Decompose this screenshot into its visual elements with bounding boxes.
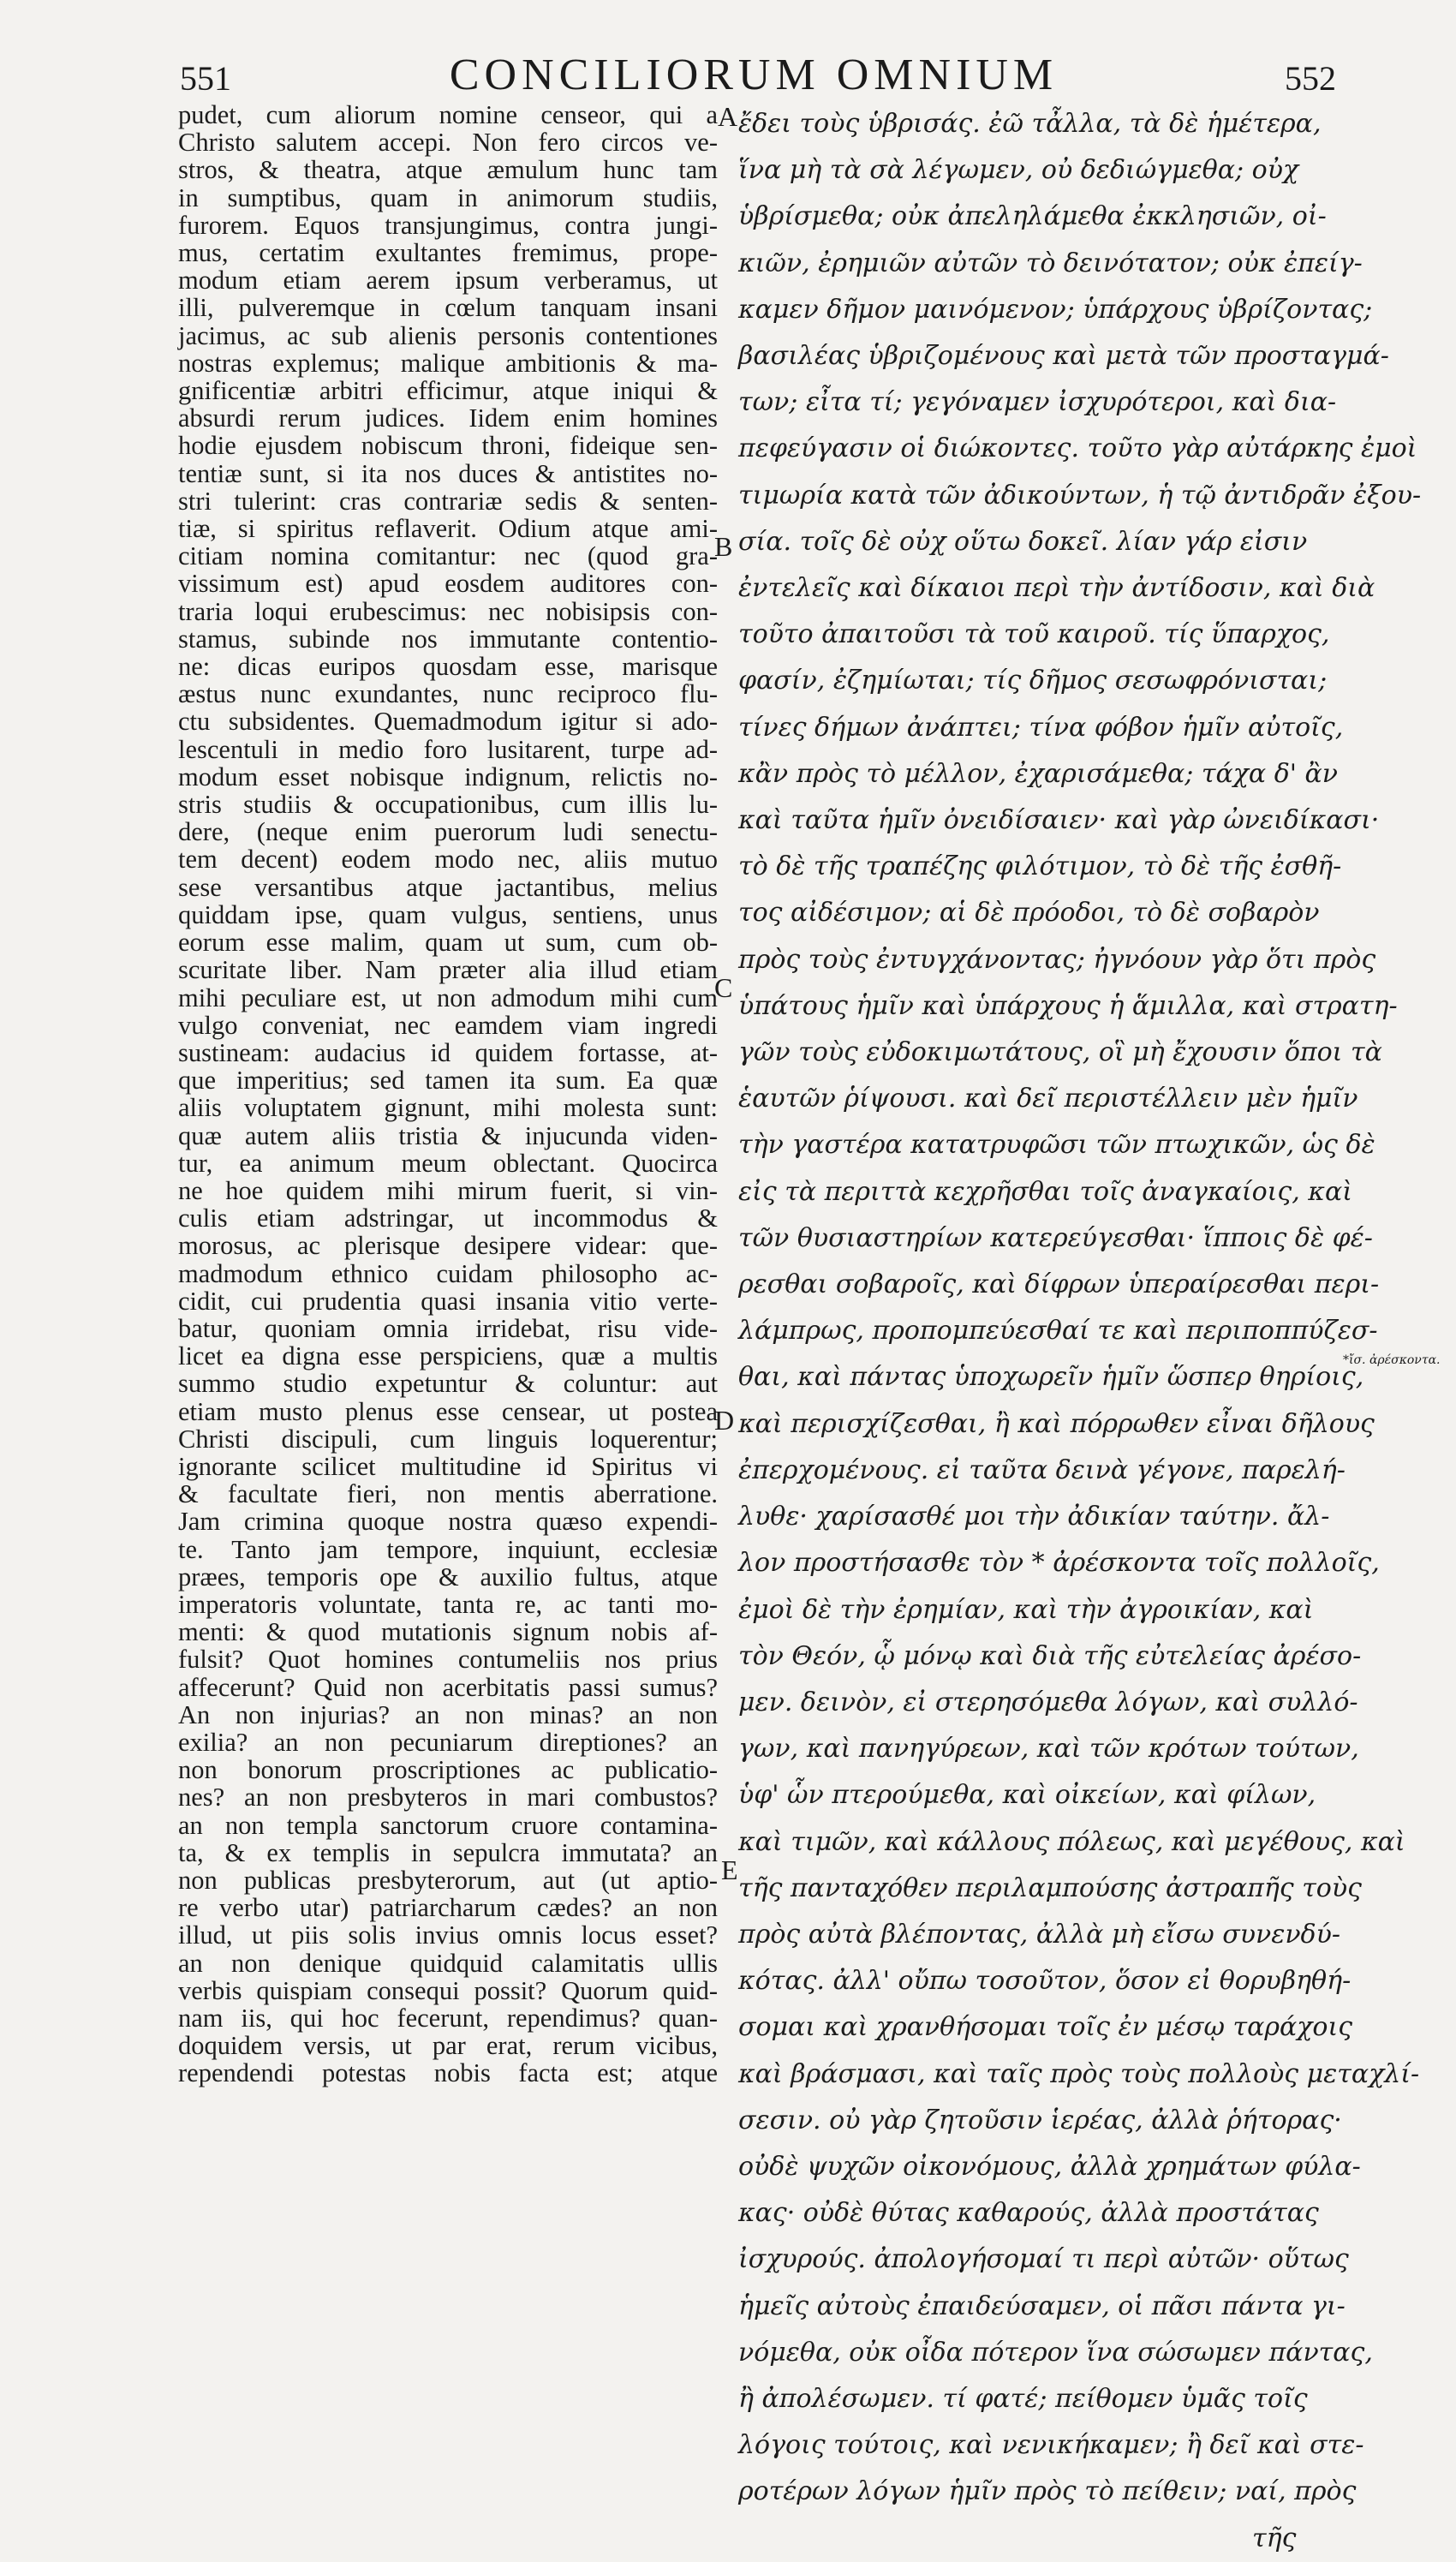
- section-marker-e: E: [721, 1854, 738, 1885]
- text-line: πρὸς αὐτὰ βλέποντας, ἀλλὰ μὴ εἴσω συνενδύ-: [738, 1919, 1340, 1950]
- text-line: stamus, subinde nos immutante contentio-: [178, 624, 718, 654]
- text-line: μεν. δεινὸν, εἰ στερησόμεθα λόγων, καὶ συλλό-: [738, 1687, 1358, 1717]
- text-line: culis etiam adstringar, ut incommodus &: [178, 1203, 718, 1233]
- text-line: illud, ut piis solis invius omnis locus esset?: [178, 1920, 718, 1950]
- text-line: καὶ περισχίζεσθαι, ἢ καὶ πόρρωθεν εἶναι δῆλους: [738, 1408, 1375, 1439]
- text-line: menti: & quod mutationis signum nobis af-: [178, 1617, 718, 1647]
- text-line: scuritate liber. Nam præter alia illud etiam: [178, 955, 718, 985]
- text-line: vulgo conveniat, nec eamdem viam ingredi: [178, 1010, 718, 1040]
- text-line: tiæ, si spiritus reflaverit. Odium atque ami-: [178, 514, 718, 544]
- text-line: gnificentiæ arbitri efficimur, atque iniqui &: [178, 376, 718, 406]
- text-line: νόμεθα, οὐκ οἶδα πότερον ἵνα σώσωμεν πάντας,: [738, 2337, 1373, 2368]
- text-line: ἐμοὶ δὲ τὴν ἐρημίαν, καὶ τὴν ἀγροικίαν, καὶ: [738, 1594, 1314, 1625]
- text-line: κότας. ἀλλ' οὔπω τοσοῦτον, ὅσον εἰ θορυβηθή-: [738, 1966, 1352, 1997]
- text-line: que imperitius; sed tamen ita sum. Ea quæ: [178, 1066, 718, 1096]
- page-header: [171, 50, 1336, 101]
- section-marker-d: D: [714, 1405, 735, 1436]
- text-line: ρεσθαι σοβαροῖς, καὶ δίφρων ὑπεραίρεσθαι περι-: [738, 1269, 1380, 1300]
- text-line: sese versantibus atque jactantibus, melius: [178, 872, 718, 902]
- text-line: τὴν γαστέρα κατατρυφῶσι τῶν πτωχικῶν, ὡς δὲ: [738, 1130, 1375, 1161]
- text-line: hodie ejusdem nobiscum throni, fideique sen-: [178, 431, 718, 461]
- text-line: φασίν, ἐζημίωται; τίς δῆμος σεσωφρόνισται;: [738, 666, 1328, 696]
- text-line: & facultate fieri, non mentis aberratione.: [178, 1479, 718, 1509]
- text-line: rependendi potestas nobis facta est; atque: [178, 2058, 718, 2088]
- text-line: An non injurias? an non minas? an non: [178, 1699, 718, 1729]
- text-line: furorem. Equos transjungimus, contra jungi-: [178, 210, 718, 240]
- text-line: τῶν θυσιαστηρίων κατερεύγεσθαι· ἵπποις δὲ φέ-: [738, 1222, 1373, 1253]
- text-line: tentiæ sunt, si ita nos duces & antistites no-: [178, 458, 718, 488]
- text-line: citiam nomina comitantur: nec (quod gra-: [178, 541, 718, 571]
- text-line: ignorante scilicet multitudine id Spiritus vi: [178, 1451, 718, 1481]
- left-page-number: 551: [180, 59, 231, 98]
- text-line: jacimus, ac sub alienis personis contentiones: [178, 320, 718, 350]
- text-line: cidit, cui prudentia quasi insania vitio verte-: [178, 1286, 718, 1316]
- text-line: stri tulerint: cras contrariæ sedis & senten-: [178, 486, 718, 516]
- text-line: madmodum ethnico cuidam philosopho ac-: [178, 1258, 718, 1288]
- text-line: stros, & theatra, atque æmulum hunc tam: [178, 155, 718, 185]
- text-line: vissimum est) apud eosdem auditores con-: [178, 569, 718, 599]
- text-line: Christo salutem accepi. Non fero circos ve-: [178, 128, 718, 158]
- text-line: ὑπάτους ἡμῖν καὶ ὑπάρχους ἡ ἅμιλλα, καὶ στρατη-: [738, 990, 1398, 1021]
- text-line: nostras explemus; malique ambitionis & ma-: [178, 348, 718, 378]
- text-line: etiam musto plenus esse censear, ut postea: [178, 1396, 718, 1426]
- text-line: stris studiis & occupationibus, cum illis lu-: [178, 790, 718, 820]
- text-line: mihi peculiare est, ut non admodum mihi cum: [178, 982, 718, 1012]
- text-line: traria loqui erubescimus: nec nobisipsis con-: [178, 596, 718, 626]
- text-line: καμεν δῆμον μαινόμενον; ὑπάρχους ὑβρίζοντας;: [738, 294, 1373, 325]
- text-line: σομαι καὶ χρανθήσομαι τοῖς ἐν μέσῳ ταράχοις: [738, 2012, 1353, 2043]
- text-line: ὑφ' ὧν πτερούμεθα, καὶ οἰκείων, καὶ φίλων,: [738, 1780, 1316, 1811]
- running-title: CONCILIORUM OMNIUM: [449, 51, 1059, 99]
- text-line: καὶ βράσμασι, καὶ ταῖς πρὸς τοὺς πολλοὺς μεταχλί-: [738, 2058, 1420, 2089]
- text-line: mus, certatim exultantes fremimus, prope-: [178, 238, 718, 268]
- text-line: verbis quispiam consequi possit? Quorum quid-: [178, 1975, 718, 2005]
- text-line: nam iis, qui hoc fecerunt, rependimus? quan-: [178, 2004, 718, 2033]
- text-line: ta, & ex templis in sepulcra immutata? an: [178, 1837, 718, 1867]
- text-line: τῆς: [1252, 2523, 1297, 2553]
- text-line: nes? an non presbyteros in mari combustos?: [178, 1783, 718, 1813]
- text-line: ἢ ἀπολέσωμεν. τί φατέ; πείθομεν ὑμᾶς τοῖς: [738, 2383, 1308, 2414]
- text-line: τίνες δήμων ἀνάπτει; τίνα φόβον ἡμῖν αὐτοῖς,: [738, 712, 1344, 743]
- section-marker-a: A: [718, 101, 738, 132]
- text-line: re verbo utar) patriarcharum cædes? an non: [178, 1893, 718, 1923]
- text-line: ἐπερχομένους. εἰ ταῦτα δεινὰ γέγονε, παρελή-: [738, 1454, 1346, 1485]
- text-line: imperatoris voluntate, tanta re, ac tanti mo-: [178, 1589, 718, 1619]
- text-line: præes, temporis ope & auxilio fultus, atque: [178, 1562, 718, 1592]
- text-line: ροτέρων λόγων ἡμῖν πρὸς τὸ πείθειν; ναί, πρὸς: [738, 2476, 1357, 2507]
- text-line: πεφεύγασιν οἱ διώκοντες. τοῦτο γὰρ αὐτάρκης ἐμοὶ: [738, 433, 1417, 464]
- text-line: in sumptibus, quam in animorum studiis,: [178, 182, 718, 212]
- text-line: θαι, καὶ πάντας ὑποχωρεῖν ἡμῖν ὥσπερ θηρίοις,: [738, 1362, 1364, 1393]
- text-line: te. Tanto jam tempore, inquiunt, ecclesiæ: [178, 1534, 718, 1564]
- latin-column: [178, 101, 718, 2345]
- text-line: ne: dicas euripos quosdam esse, marisque: [178, 652, 718, 682]
- text-line: γῶν τοὺς εὐδοκιμωτάτους, οἳ μὴ ἔχουσιν ὅποι τὰ: [738, 1037, 1382, 1068]
- text-line: καὶ ταῦτα ἡμῖν ὀνειδίσαιεν· καὶ γὰρ ὠνειδίκασι·: [738, 805, 1380, 836]
- text-line: κἂν πρὸς τὸ μέλλον, ἐχαρισάμεθα; τάχα δ' ἂν: [738, 758, 1339, 789]
- text-line: εἰς τὰ περιττὰ κεχρῆσθαι τοῖς ἀναγκαίοις, καὶ: [738, 1176, 1352, 1207]
- text-line: ἵνα μὴ τὰ σὰ λέγωμεν, οὐ δεδιώγμεθα; οὐχ: [738, 155, 1299, 186]
- text-line: pudet, cum aliorum nomine censeor, qui a: [178, 100, 718, 129]
- text-line: sustineam: audacius id quidem fortasse, at-: [178, 1037, 718, 1067]
- text-line: morosus, ac plerisque desipere videar: que-: [178, 1231, 718, 1261]
- text-line: licet ea digna esse perspiciens, quæ a multis: [178, 1341, 718, 1371]
- text-line: κας· οὐδὲ θύτας καθαρούς, ἀλλὰ προστάτας: [738, 2198, 1319, 2229]
- text-line: an non denique quidquid calamitatis ullis: [178, 1948, 718, 1978]
- text-line: non bonorum proscriptiones ac publicatio-: [178, 1755, 718, 1785]
- text-line: λάμπρως, προπομπεύεσθαί τε καὶ περιποππύζεσ-: [738, 1316, 1378, 1347]
- text-line: ne hoe quidem mihi mirum fuerit, si vin-: [178, 1175, 718, 1205]
- text-line: Jam crimina quoque nostra quæso expendi-: [178, 1507, 718, 1537]
- text-line: fulsit? Quot homines contumeliis nos prius: [178, 1645, 718, 1675]
- text-line: ὑβρίσμεθα; οὐκ ἀπεληλάμεθα ἐκκλησιῶν, οἰ-: [738, 201, 1327, 232]
- text-line: τὸν Θεόν, ᾧ μόνῳ καὶ διὰ τῆς εὐτελείας ἀρέσο-: [738, 1640, 1362, 1671]
- text-line: πρὸς τοὺς ἐντυγχάνοντας; ἠγνόουν γὰρ ὅτι πρὸς: [738, 944, 1376, 975]
- margin-note: *ἴσ. ἀρέσκοντα.: [1343, 1353, 1441, 1367]
- text-line: quiddam ipse, quam vulgus, sentiens, unus: [178, 899, 718, 929]
- text-line: σία. τοῖς δὲ οὐχ οὕτω δοκεῖ. λίαν γάρ εἰσιν: [738, 526, 1308, 557]
- text-line: Christi discipuli, cum linguis loquerentur;: [178, 1424, 718, 1454]
- text-line: οὐδὲ ψυχῶν οἰκονόμους, ἀλλὰ χρημάτων φύλα-: [738, 2151, 1361, 2182]
- text-line: eorum esse malim, quam ut sum, cum ob-: [178, 928, 718, 958]
- text-line: τοῦτο ἀπαιτοῦσι τὰ τοῦ καιροῦ. τίς ὕπαρχος,: [738, 619, 1330, 650]
- text-line: σεσιν. οὐ γὰρ ζητοῦσιν ἱερέας, ἀλλὰ ῥήτορας·: [738, 2105, 1342, 2135]
- text-line: καὶ τιμῶν, καὶ κάλλους πόλεως, καὶ μεγέθους, καὶ: [738, 1826, 1405, 1857]
- text-line: ἰσχυρούς. ἀπολογήσομαί τι περὶ αὐτῶν· οὕτως: [738, 2244, 1349, 2275]
- text-line: γων, καὶ πανηγύρεων, καὶ τῶν κρότων τούτων,: [738, 1734, 1359, 1765]
- text-line: æstus nunc exundantes, nunc reciproco flu-: [178, 679, 718, 709]
- text-line: doquidem versis, ut par erat, rerum vicibus,: [178, 2031, 718, 2061]
- text-line: ctu subsidentes. Quemadmodum igitur si ado-: [178, 707, 718, 737]
- text-line: ἑαυτῶν ῥίψουσι. καὶ δεῖ περιστέλλειν μὲν ἡμῖν: [738, 1084, 1358, 1114]
- text-line: τος αἰδέσιμον; αἱ δὲ πρόοδοι, τὸ δὲ σοβαρὸν: [738, 898, 1320, 929]
- text-line: dere, (neque enim puerorum ludi senectu-: [178, 817, 718, 847]
- text-line: non publicas presbyterorum, aut (ut aptio-: [178, 1866, 718, 1895]
- text-line: illi, pulveremque in cœlum tanquam insani: [178, 293, 718, 323]
- text-line: ἡμεῖς αὐτοὺς ἐπαιδεύσαμεν, οἱ πᾶσι πάντα γι-: [738, 2290, 1346, 2321]
- text-line: absurdi rerum judices. Iidem enim homines: [178, 403, 718, 433]
- text-line: κιῶν, ἐρημιῶν αὐτῶν τὸ δεινότατον; οὐκ ἐπείγ-: [738, 248, 1363, 278]
- text-line: ἐντελεῖς καὶ δίκαιοι περὶ τὴν ἀντίδοσιν, καὶ διὰ: [738, 573, 1375, 604]
- text-line: exilia? an non pecuniarum direptiones? an: [178, 1727, 718, 1757]
- text-line: summo studio expetuntur & coluntur: aut: [178, 1369, 718, 1399]
- text-line: τὸ δὲ τῆς τραπέζης φιλότιμον, τὸ δὲ τῆς ἐσθῆ-: [738, 851, 1342, 882]
- text-line: modum esset nobisque indignum, relictis no-: [178, 761, 718, 791]
- text-line: λυθε· χαρίσασθέ μοι τὴν ἀδικίαν ταύτην. ἄλ-: [738, 1502, 1330, 1532]
- text-line: λόγοις τούτοις, καὶ νενικήκαμεν; ἢ δεῖ καὶ στε-: [738, 2430, 1364, 2461]
- text-line: τῆς πανταχόθεν περιλαμπούσης ἀστραπῆς τοὺς: [738, 1872, 1362, 1903]
- text-line: aliis voluptatem gignunt, mihi molesta sunt:: [178, 1093, 718, 1123]
- text-line: quæ autem aliis tristia & injucunda viden-: [178, 1120, 718, 1150]
- text-line: tem decent) eodem modo nec, aliis mutuo: [178, 845, 718, 875]
- section-marker-c: C: [714, 972, 733, 1003]
- text-line: βασιλέας ὑβριζομένους καὶ μετὰ τῶν προσταγμά-: [738, 341, 1389, 372]
- text-line: an non templa sanctorum cruore contamina-: [178, 1810, 718, 1840]
- right-page-number: 552: [1285, 59, 1336, 98]
- text-line: tur, ea animum meum oblectant. Quocirca: [178, 1148, 718, 1178]
- text-line: τιμωρία κατὰ τῶν ἀδικούντων, ἡ τῷ ἀντιδρᾶν ἐξου-: [738, 480, 1422, 511]
- text-line: ἔδει τοὺς ὑβρισάς. ἐῶ τἆλλα, τὰ δὲ ἡμέτερα,: [738, 109, 1322, 139]
- section-marker-b: B: [714, 531, 733, 562]
- text-line: lescentuli in medio foro lusitarent, turpe ad-: [178, 734, 718, 764]
- text-line: λον προστήσασθε τὸν * ἀρέσκοντα τοῖς πολλοῖς,: [738, 1548, 1380, 1579]
- text-line: affecerunt? Quid non acerbitatis passi sumus?: [178, 1672, 718, 1702]
- text-line: modum etiam aerem ipsum verberamus, ut: [178, 266, 718, 296]
- text-line: batur, quoniam omnia irridebat, risu vide-: [178, 1313, 718, 1343]
- text-line: των; εἶτα τί; γεγόναμεν ἰσχυρότεροι, καὶ δια-: [738, 387, 1337, 418]
